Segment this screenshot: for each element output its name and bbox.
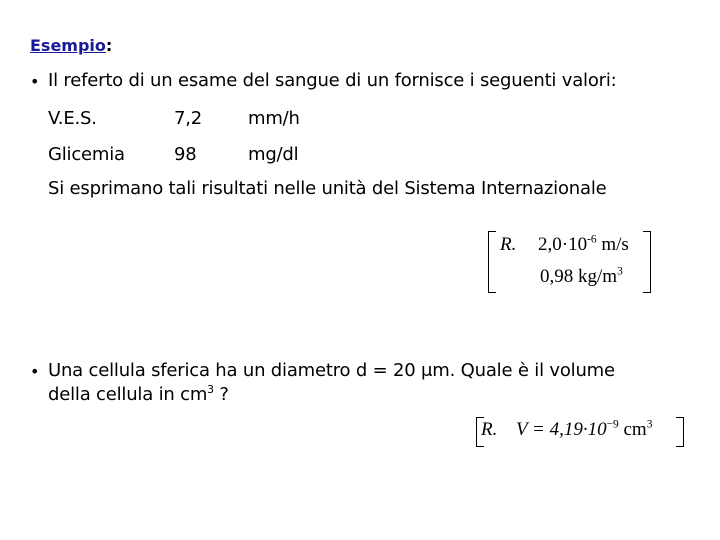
- answer2-unit-exp: 3: [646, 418, 653, 431]
- item1-text: Il referto di un esame del sangue di un fornisce i seguenti valori:: [48, 70, 617, 91]
- row2-value: 98: [174, 144, 197, 165]
- instruction-text: Si esprimano tali risultati nelle unità del Sistema Internazionale: [48, 178, 607, 199]
- row2-name: Glicemia: [48, 144, 125, 165]
- answer1-line2-unit: kg/m: [578, 266, 618, 287]
- answer1-line2: [540, 266, 623, 288]
- answer2-unit: cm: [623, 419, 647, 440]
- answer1-left-bracket: [488, 231, 496, 293]
- answer1-line1-exp: -6: [587, 233, 597, 246]
- answer2-expr: [516, 419, 652, 441]
- answer2-exp: −9: [606, 418, 619, 431]
- answer1-right-bracket: [643, 231, 651, 293]
- answer1-line1-mantissa: 2,0·10: [538, 234, 588, 255]
- bullet-1: •: [30, 72, 40, 91]
- answer2-expr-main: V = 4,19·10: [516, 419, 607, 440]
- item2-text-line2-pre: della cellula in cm: [48, 384, 208, 405]
- row2-unit: mg/dl: [248, 144, 299, 165]
- example-heading: [30, 36, 112, 55]
- heading-colon: :: [105, 36, 113, 55]
- answer1-line2-value: 0,98: [540, 266, 574, 287]
- answer1-line1-unit: m/s: [601, 234, 629, 255]
- answer1-line1: [538, 234, 629, 256]
- answer1-prefix: R.: [500, 234, 517, 255]
- answer1-line2-exp: 3: [617, 265, 623, 278]
- item2-text-line1: Una cellula sferica ha un diametro d = 20 μm. Quale è il volume: [48, 360, 615, 381]
- bullet-2: •: [30, 362, 40, 381]
- item2-text-line2-post: ?: [213, 384, 229, 405]
- heading-label: Esempio: [30, 36, 106, 55]
- row1-unit: mm/h: [248, 108, 300, 129]
- answer2-right-bracket: [676, 417, 684, 447]
- item2-text-line2: [48, 384, 229, 405]
- answer2-prefix: R.: [481, 419, 498, 440]
- item2-text-line2-exp: 3: [207, 383, 214, 396]
- row1-value: 7,2: [174, 108, 203, 129]
- row1-name: V.E.S.: [48, 108, 97, 129]
